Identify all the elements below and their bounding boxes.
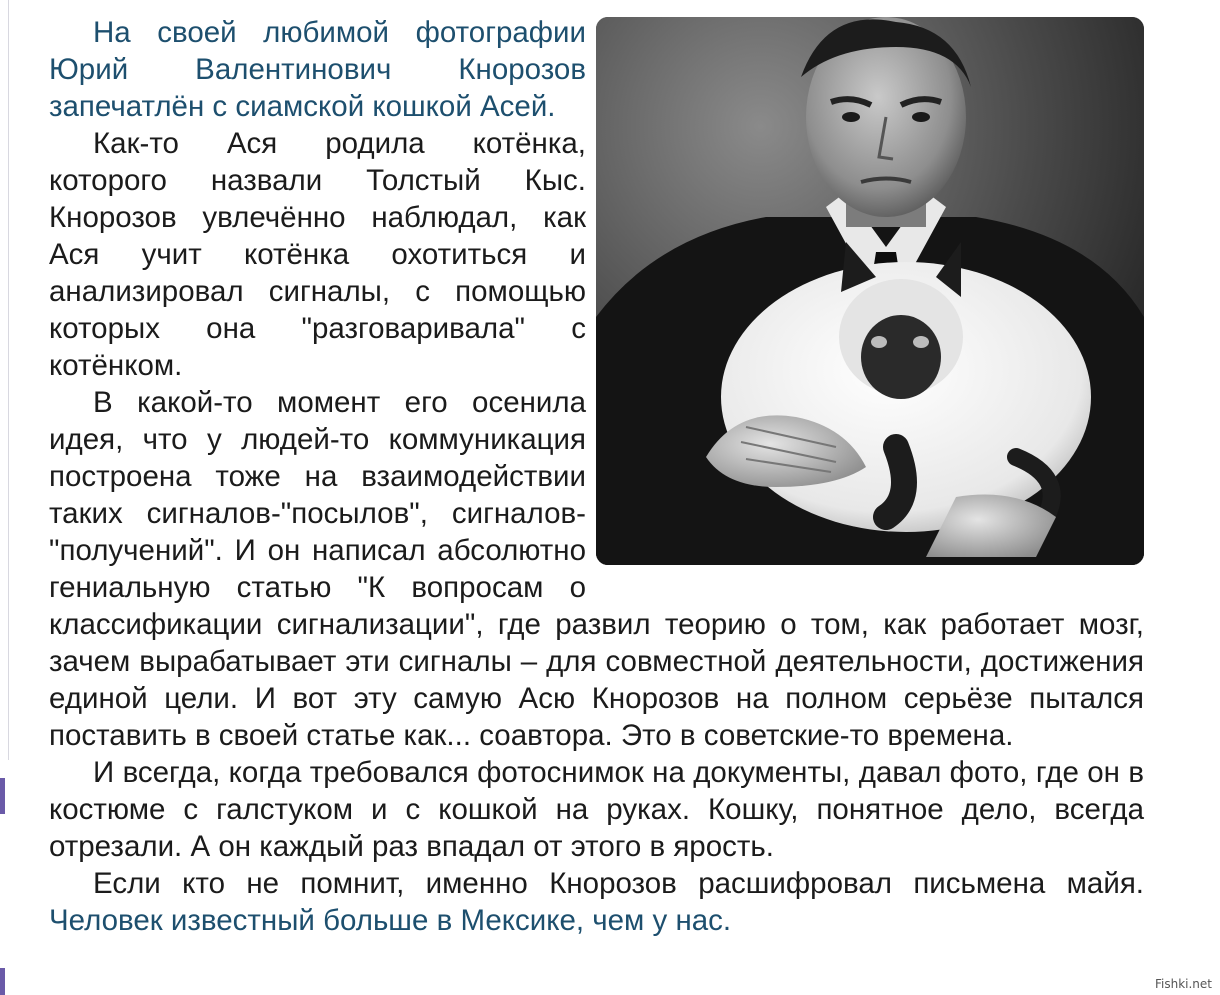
intro-paragraph: На своей любимой фотографии Юрий Валентинович Кнорозов запечатлён с сиамской кошкой Асей. [49, 16, 586, 123]
photo-illustration [596, 17, 1144, 565]
watermark-text: Fishki.net [1154, 977, 1212, 991]
paragraph-kitten: Как-то Ася родила котёнка, которого назвали Толстый Кыс. Кнорозов увлечённо наблюдал, как Ася учит котёнка охотиться и анализировал сигналы, с помощью которых она "разговаривала" с котёнком. [49, 127, 586, 382]
paragraph-mayan-script [49, 865, 1144, 939]
closing-accent-sentence: Человек известный больше в Мексике, чем у нас. [49, 904, 732, 937]
paragraph-idea: В какой-то момент его осенила идея, что у людей-то коммуникация построена тоже на взаимодействии таких сигналов-"посылов", сигналов-"получений". И он написал абсолютно гениальную статью "К вопросам о классификации сигнализации", где развил теорию о том, как работает мозг, зачем вырабатывает эти сигналы – для совместной деятельности, достижения единой цели. И вот эту самую Асю Кнорозов на полном серьёзе пытался поставить в своей статье как... соавтора. Это в советские-то времена. [49, 386, 1144, 752]
left-scroll-marker [0, 968, 5, 995]
mayan-script-sentence: Если кто не помнит, именно Кнорозов расшифровал письмена майя. [93, 867, 1144, 900]
portrait-photo-with-siamese-cat [596, 17, 1144, 565]
left-border-line [8, 0, 9, 760]
left-scroll-marker [0, 778, 5, 814]
article-body [49, 14, 1144, 939]
paragraph-photo-documents: И всегда, когда требовался фотоснимок на документы, давал фото, где он в костюме с галстуком и с кошкой на руках. Кошку, понятное дело, всегда отрезали. А он каждый раз впадал от этого в ярость. [49, 756, 1144, 863]
